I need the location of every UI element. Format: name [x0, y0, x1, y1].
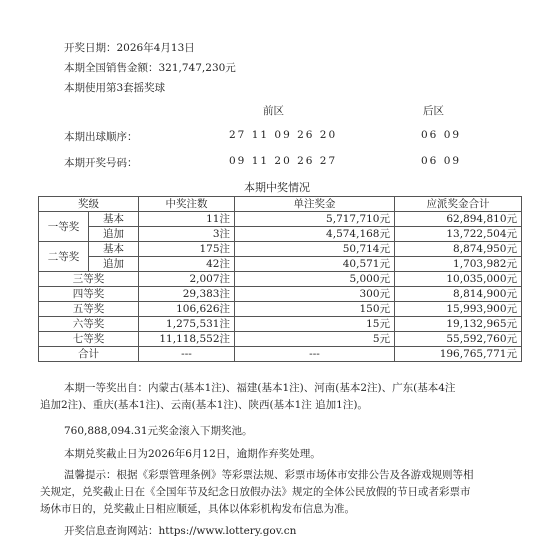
total-count-cell: --- [139, 347, 235, 362]
grade-cell: 六等奖 [39, 317, 139, 332]
grade-cell: 四等奖 [39, 287, 139, 302]
table-row [39, 242, 522, 257]
grade-cell: 三等奖 [39, 272, 139, 287]
table-row [39, 257, 522, 272]
table-total-row [39, 347, 522, 362]
total-cell: 15,993,900元 [395, 302, 522, 317]
count-cell: 2,007注 [139, 272, 235, 287]
table-header-row [39, 197, 522, 212]
total-cell: 19,132,965元 [395, 317, 522, 332]
prize-cell: 300元 [235, 287, 395, 302]
info-website: 开奖信息查询网站：https://www.lottery.gov.cn [64, 525, 297, 537]
reminder-line2: 关规定，兑奖截止日在《全国年节及纪念日放假办法》规定的全体公民放假的节日或者彩票市 [40, 486, 471, 498]
pool-rollover: 760,888,094.31元奖金滚入下期奖池。 [64, 425, 253, 437]
draw-order-back: 06 09 [421, 129, 462, 141]
prize-cell: 4,574,168元 [235, 227, 395, 242]
winning-numbers-back: 06 09 [421, 155, 462, 167]
grade-cell: 五等奖 [39, 302, 139, 317]
prize-cell: 15元 [235, 317, 395, 332]
grand-total-cell: 196,765,771元 [395, 347, 522, 362]
header-grade: 奖级 [39, 197, 139, 212]
total-cell: 1,703,982元 [395, 257, 522, 272]
prize-cell: 150元 [235, 302, 395, 317]
table-row [39, 227, 522, 242]
total-cell: 13,722,504元 [395, 227, 522, 242]
draw-order-label: 本期出球顺序： [64, 131, 138, 143]
count-cell: 42注 [139, 257, 235, 272]
ball-set: 本期使用第3套摇奖球 [64, 82, 166, 94]
winning-numbers-front: 09 11 20 26 27 [229, 155, 338, 167]
header-total: 应派奖金合计 [395, 197, 522, 212]
prize-cell: 40,571元 [235, 257, 395, 272]
table-row [39, 212, 522, 227]
sub-type-cell: 追加 [89, 227, 139, 242]
header-prize: 单注奖金 [235, 197, 395, 212]
total-cell: 8,874,950元 [395, 242, 522, 257]
first-prize-regions-line2: 追加2注)、重庆(基本1注)、云南(基本1注)、陕西(基本1注 追加1注)。 [40, 399, 368, 411]
table-row [39, 272, 522, 287]
sub-type-cell: 追加 [89, 257, 139, 272]
grade-cell: 一等奖 [39, 212, 89, 242]
count-cell: 11,118,552注 [139, 332, 235, 347]
winning-numbers-label: 本期开奖号码： [64, 157, 138, 169]
back-zone-label: 后区 [423, 105, 444, 117]
front-zone-label: 前区 [263, 105, 284, 117]
header-count: 中奖注数 [139, 197, 235, 212]
prize-cell: 5,717,710元 [235, 212, 395, 227]
count-cell: 106,626注 [139, 302, 235, 317]
grade-cell: 七等奖 [39, 332, 139, 347]
grade-cell: 二等奖 [39, 242, 89, 272]
prize-cell: 5元 [235, 332, 395, 347]
sub-type-cell: 基本 [89, 212, 139, 227]
sales-amount: 本期全国销售金额：321,747,230元 [64, 62, 236, 74]
total-cell: 8,814,900元 [395, 287, 522, 302]
count-cell: 3注 [139, 227, 235, 242]
sub-type-cell: 基本 [89, 242, 139, 257]
total-prize-cell: --- [235, 347, 395, 362]
table-row [39, 302, 522, 317]
prize-table-title: 本期中奖情况 [244, 181, 310, 194]
total-label-cell: 合计 [39, 347, 139, 362]
count-cell: 29,383注 [139, 287, 235, 302]
table-row [39, 332, 522, 347]
prize-table [38, 196, 522, 362]
total-cell: 55,592,760元 [395, 332, 522, 347]
table-row [39, 287, 522, 302]
total-cell: 10,035,000元 [395, 272, 522, 287]
total-cell: 62,894,810元 [395, 212, 522, 227]
redemption-deadline: 本期兑奖截止日为2026年6月12日，逾期作弃奖处理。 [64, 448, 321, 460]
table-row [39, 317, 522, 332]
prize-cell: 50,714元 [235, 242, 395, 257]
first-prize-regions [40, 380, 522, 414]
reminder-line3: 场休市日的，兑奖截止日相应顺延，具体以体彩机构发布信息为准。 [40, 503, 355, 515]
draw-order-front: 27 11 09 26 20 [229, 129, 338, 141]
count-cell: 11注 [139, 212, 235, 227]
draw-date: 开奖日期：2026年4月13日 [64, 42, 195, 54]
count-cell: 1,275,531注 [139, 317, 235, 332]
prize-cell: 5,000元 [235, 272, 395, 287]
reminder [40, 467, 522, 518]
first-prize-regions-line1: 本期一等奖出自：内蒙古(基本1注)、福建(基本1注)、河南(基本2注)、广东(基本4注 [64, 382, 456, 394]
reminder-line1: 温馨提示：根据《彩票管理条例》等彩票法规、彩票市场体市安排公告及各游戏规则等相 [64, 469, 474, 481]
count-cell: 175注 [139, 242, 235, 257]
